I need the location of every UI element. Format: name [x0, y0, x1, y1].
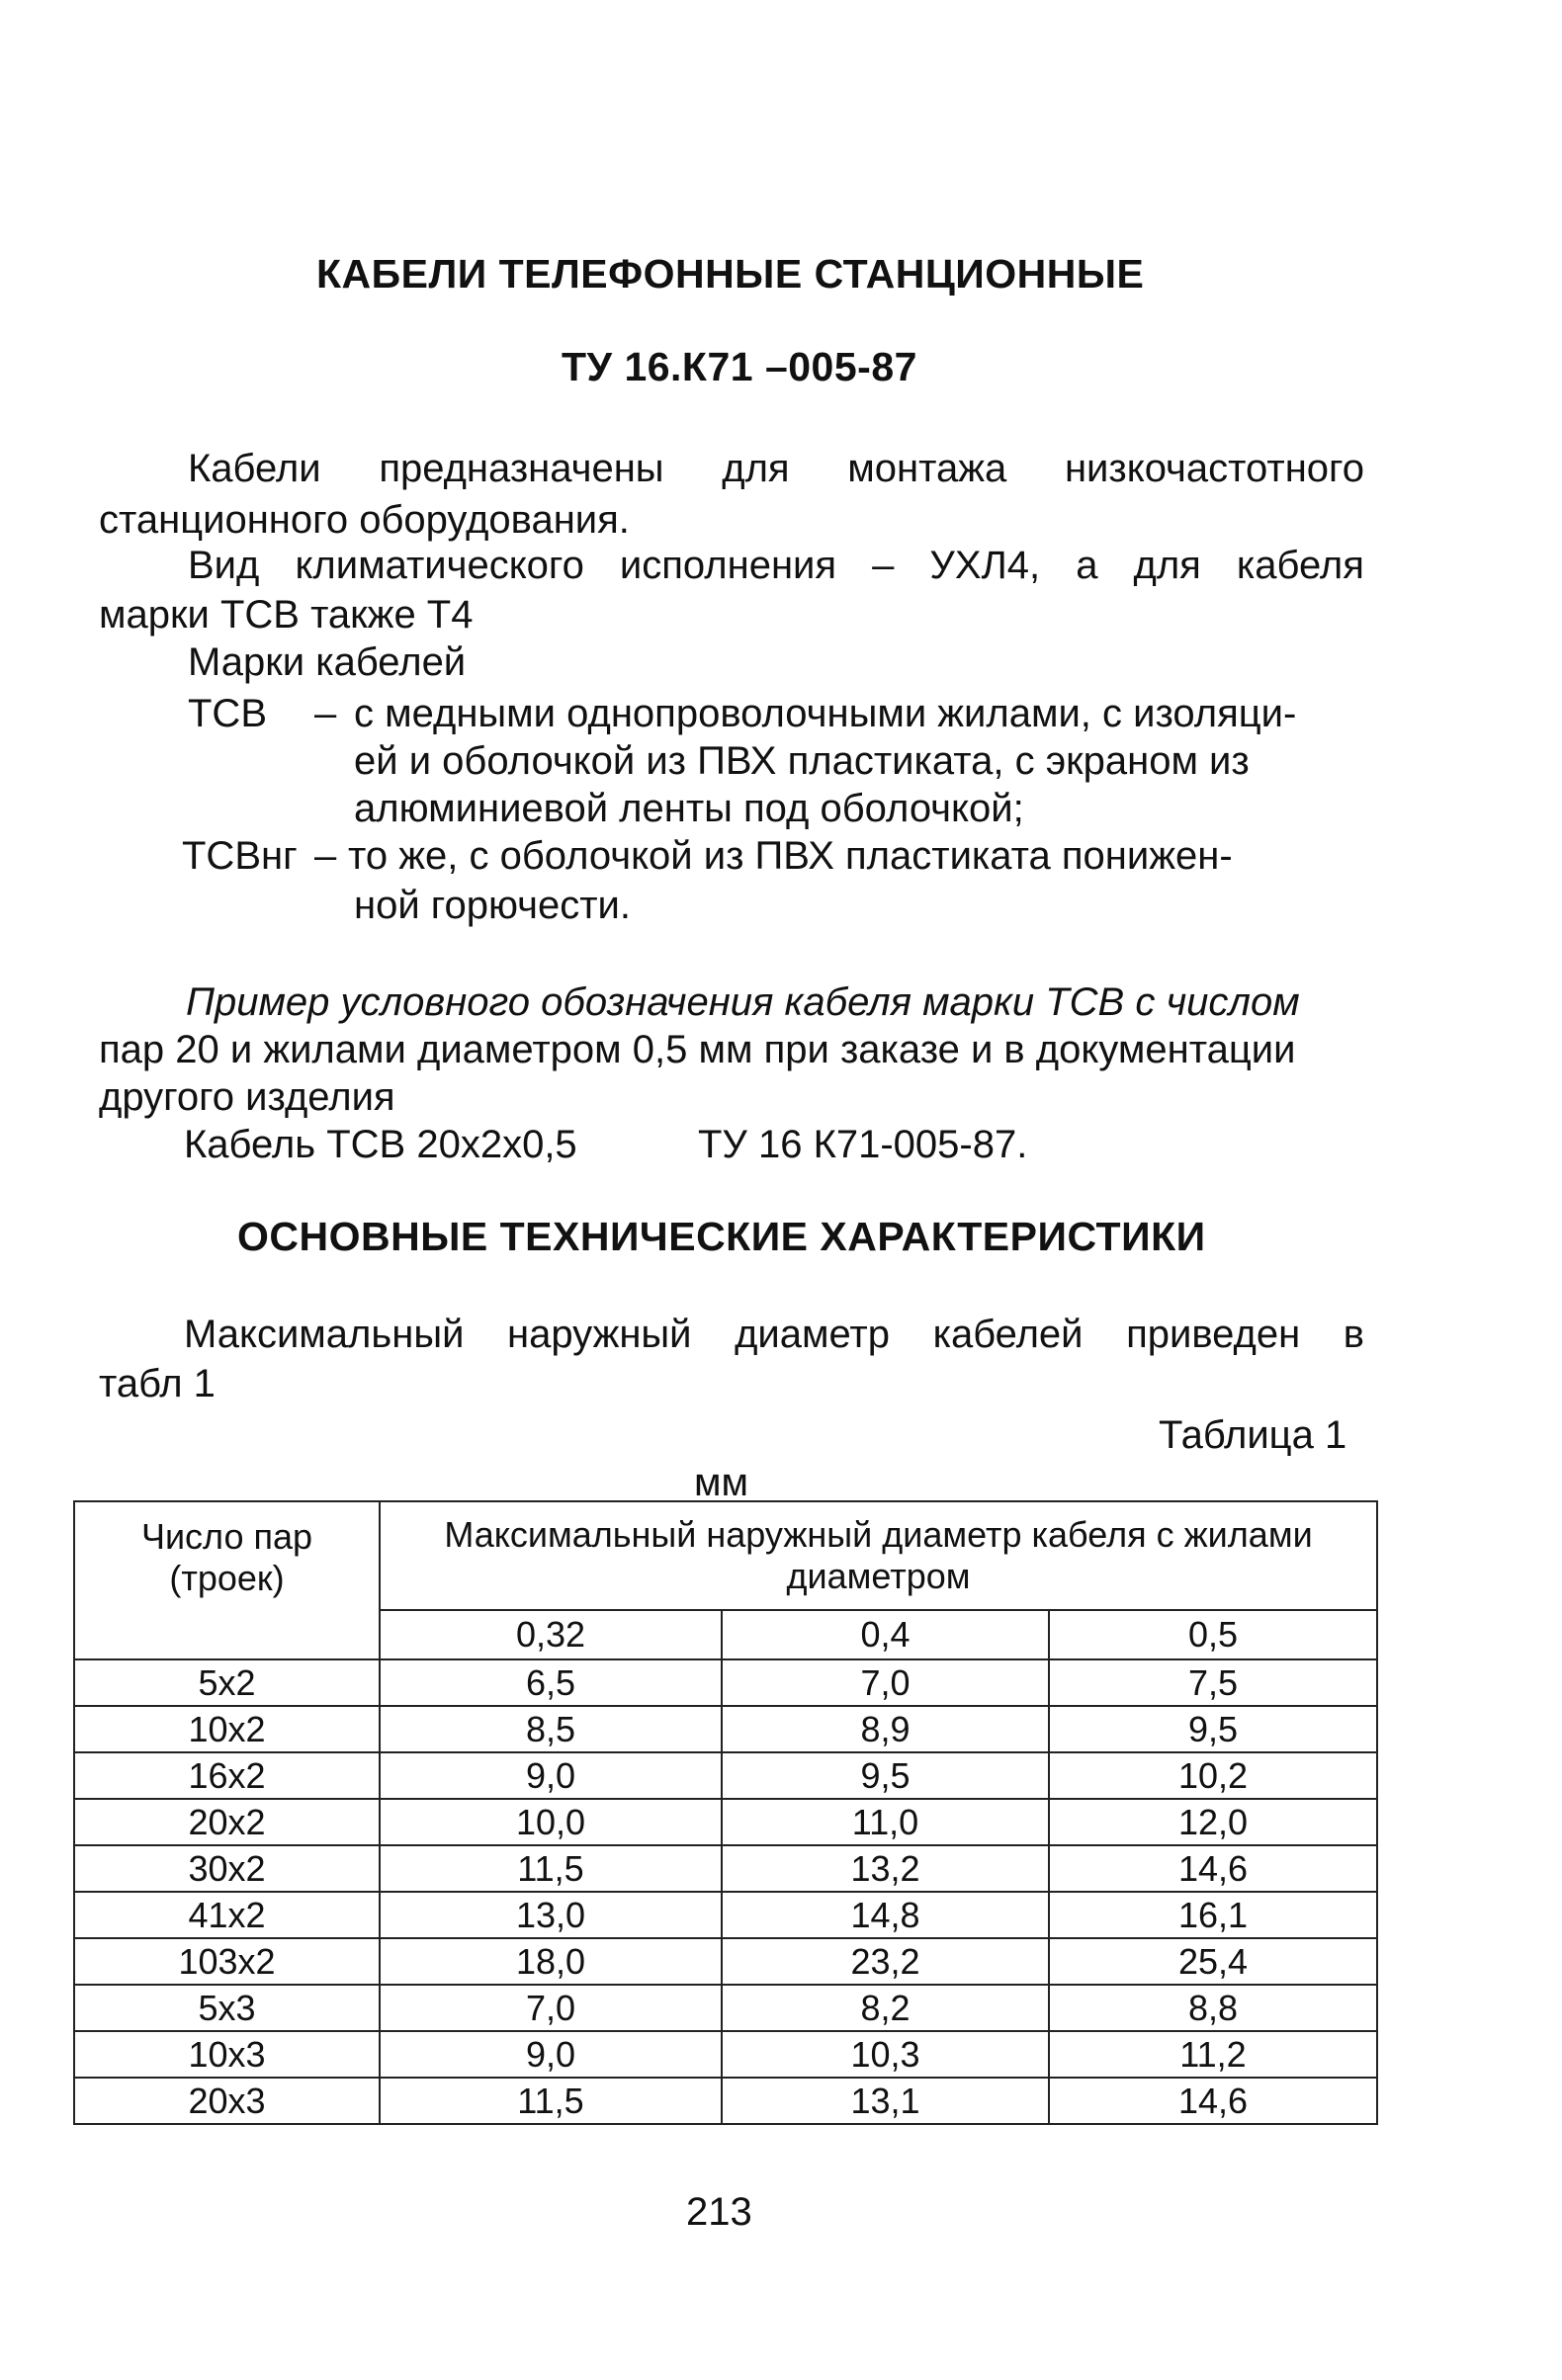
table-row — [74, 1659, 1377, 1706]
mark-desc-tsv-line1: с медными однопроволочными жилами, с изоляци- — [354, 692, 1297, 735]
cell-value: 12,0 — [1049, 1799, 1377, 1845]
mark-desc-tsvng-line1: то же, с оболочкой из ПВХ пластиката понижен- — [348, 834, 1233, 878]
mark-dash-tsvng: – — [314, 834, 337, 878]
word: диаметр — [735, 1313, 890, 1356]
example-italic: Пример условного обозначения кабеля марки ТСВ с числом — [186, 980, 1300, 1024]
word: исполнения — [619, 544, 837, 587]
mark-desc-tsvng-line2: ной горючести. — [354, 884, 631, 927]
cell-value: 18,0 — [380, 1938, 722, 1985]
cell-value: 8,8 — [1049, 1985, 1377, 2031]
cell-value: 10,2 — [1049, 1752, 1377, 1799]
cell-pairs: 10х3 — [74, 2031, 380, 2078]
mark-desc-tsv-line3: алюминиевой ленты под оболочкой; — [354, 787, 1024, 830]
mark-desc-tsv-line2: ей и оболочкой из ПВХ пластиката, с экраном из — [354, 739, 1250, 783]
table-row — [74, 1845, 1377, 1892]
word: наружный — [506, 1313, 692, 1356]
word: в — [1343, 1313, 1364, 1356]
cell-value: 9,0 — [380, 1752, 722, 1799]
cell-value: 9,0 — [380, 2031, 722, 2078]
tech-p-line1 — [184, 1311, 1364, 1358]
cell-value: 23,2 — [722, 1938, 1049, 1985]
mark-code-tsv: ТСВ — [188, 692, 267, 735]
table-row — [74, 2078, 1377, 2124]
word: Максимальный — [184, 1313, 465, 1356]
cell-value: 13,0 — [380, 1892, 722, 1938]
document-title: КАБЕЛИ ТЕЛЕФОННЫЕ СТАНЦИОННЫЕ — [316, 251, 1145, 297]
table-row — [74, 1985, 1377, 2031]
cell-value: 6,5 — [380, 1659, 722, 1706]
word: Кабели — [188, 447, 321, 490]
cell-pairs: 20х3 — [74, 2078, 380, 2124]
table-row — [74, 1892, 1377, 1938]
cell-value: 9,5 — [722, 1752, 1049, 1799]
tech-title: ОСНОВНЫЕ ТЕХНИЧЕСКИЕ ХАРАКТЕРИСТИКИ — [237, 1214, 1206, 1259]
cell-value: 16,1 — [1049, 1892, 1377, 1938]
word: Вид — [188, 544, 260, 587]
header-diameter: 0,5 — [1049, 1610, 1377, 1659]
cell-value: 8,9 — [722, 1706, 1049, 1752]
example-line2: пар 20 и жилами диаметром 0,5 мм при заказе и в документации — [99, 1028, 1296, 1071]
word: климатического — [295, 544, 584, 587]
table-row — [74, 1799, 1377, 1845]
cell-value: 14,6 — [1049, 2078, 1377, 2124]
cell-pairs: 41х2 — [74, 1892, 380, 1938]
cell-pairs: 20х2 — [74, 1799, 380, 1845]
cell-value: 14,6 — [1049, 1845, 1377, 1892]
header-diameter: 0,32 — [380, 1610, 722, 1659]
cell-value: 11,0 — [722, 1799, 1049, 1845]
cell-value: 25,4 — [1049, 1938, 1377, 1985]
tech-p-line2: табл 1 — [99, 1362, 216, 1405]
intro-p1-line2: станционного оборудования. — [99, 498, 630, 542]
header-diameter: 0,4 — [722, 1610, 1049, 1659]
intro-p1-line1 — [188, 445, 1364, 492]
cell-value: 10,3 — [722, 2031, 1049, 2078]
word: низкочастотного — [1064, 447, 1364, 490]
word: УХЛ4, — [929, 544, 1041, 587]
intro-p2-line2: марки ТСВ также Т4 — [99, 593, 474, 637]
word: – — [872, 544, 895, 587]
cell-value: 11,2 — [1049, 2031, 1377, 2078]
cell-value: 11,5 — [380, 1845, 722, 1892]
table-row — [74, 1938, 1377, 1985]
page-number: 213 — [686, 2190, 752, 2234]
word: для — [722, 447, 790, 490]
cell-value: 13,2 — [722, 1845, 1049, 1892]
word: предназначены — [379, 447, 664, 490]
document-spec: ТУ 16.К71 –005-87 — [562, 344, 917, 389]
cell-value: 14,8 — [722, 1892, 1049, 1938]
cell-pairs: 30х2 — [74, 1845, 380, 1892]
intro-p2-line1 — [188, 542, 1364, 589]
cell-pairs: 16х2 — [74, 1752, 380, 1799]
word: приведен — [1126, 1313, 1301, 1356]
marks-heading: Марки кабелей — [188, 640, 467, 684]
cell-value: 11,5 — [380, 2078, 722, 2124]
word: кабелей — [932, 1313, 1084, 1356]
cell-pairs: 5х2 — [74, 1659, 380, 1706]
example-line3: другого изделия — [99, 1075, 395, 1119]
header-max-diameter: Максимальный наружный диаметр кабеля с жилами диаметром — [380, 1501, 1377, 1610]
cell-pairs: 103х2 — [74, 1938, 380, 1985]
word: а — [1076, 544, 1098, 587]
cell-value: 7,0 — [722, 1659, 1049, 1706]
example-designation: Кабель ТСВ 20х2х0,5 — [184, 1123, 577, 1166]
cell-value: 8,5 — [380, 1706, 722, 1752]
cable-diameter-table — [73, 1500, 1378, 2125]
table-row — [74, 2031, 1377, 2078]
header-pairs: Число пар (троек) — [74, 1501, 380, 1659]
table-row — [74, 1706, 1377, 1752]
cell-value: 7,5 — [1049, 1659, 1377, 1706]
cell-value: 10,0 — [380, 1799, 722, 1845]
cell-value: 9,5 — [1049, 1706, 1377, 1752]
word: для — [1133, 544, 1201, 587]
example-designation-spec: ТУ 16 К71-005-87. — [698, 1123, 1028, 1166]
mark-code-tsvng: ТСВнг — [182, 834, 298, 878]
table-units: мм — [694, 1461, 748, 1504]
word: кабеля — [1236, 544, 1364, 587]
table-row — [74, 1752, 1377, 1799]
word: монтажа — [847, 447, 1007, 490]
cell-value: 7,0 — [380, 1985, 722, 2031]
cell-value: 8,2 — [722, 1985, 1049, 2031]
mark-dash-tsv: – — [314, 692, 337, 735]
cell-pairs: 10х2 — [74, 1706, 380, 1752]
cell-value: 13,1 — [722, 2078, 1049, 2124]
cell-pairs: 5х3 — [74, 1985, 380, 2031]
table-caption: Таблица 1 — [1159, 1413, 1347, 1457]
